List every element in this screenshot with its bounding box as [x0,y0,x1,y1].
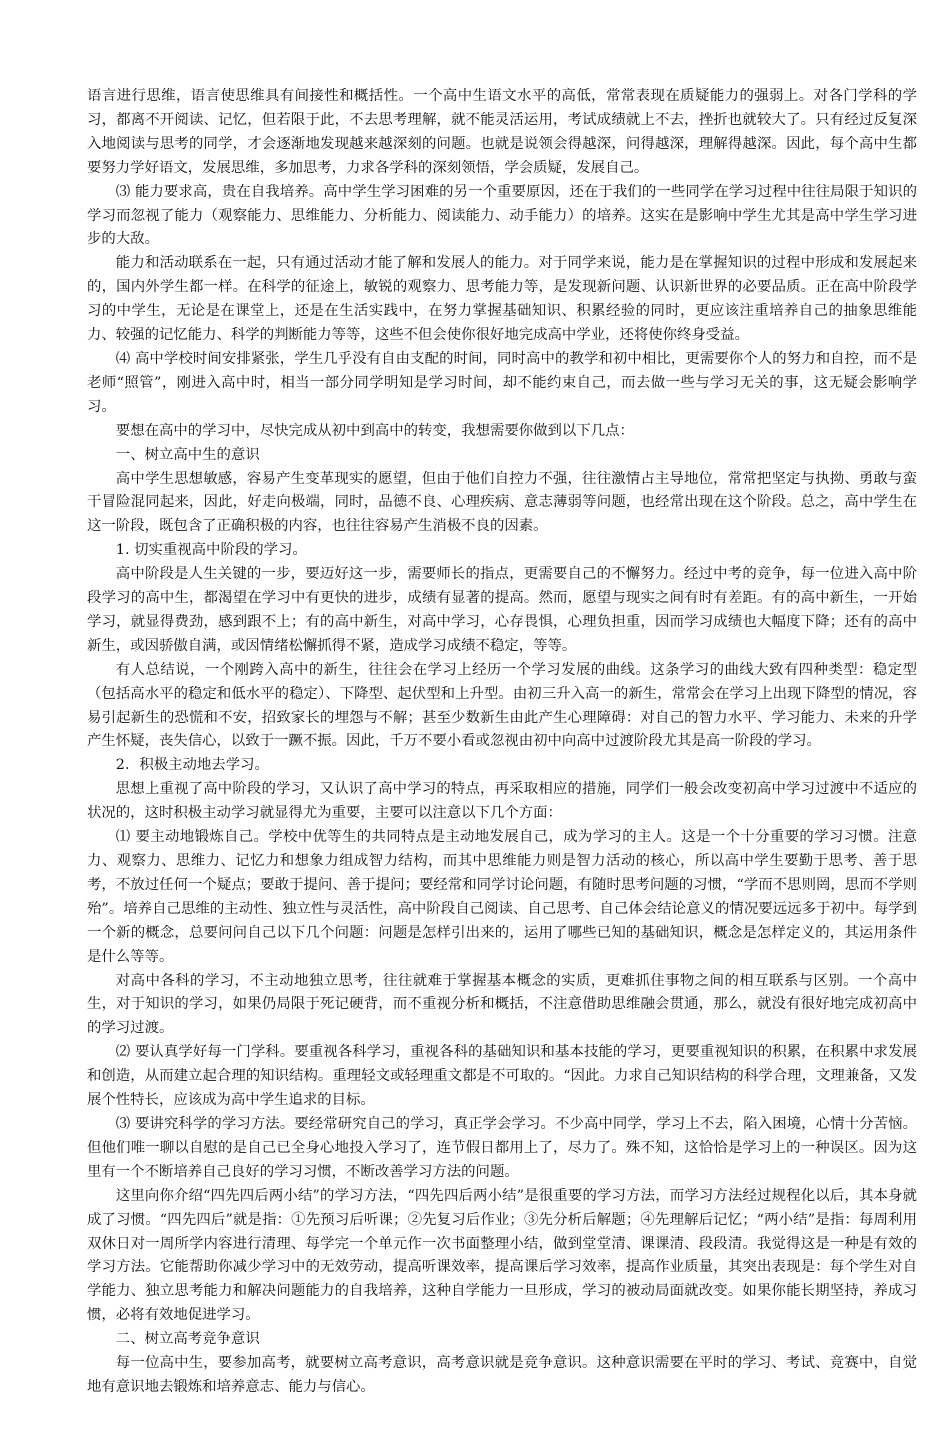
paragraph: 有人总结说，一个刚跨入高中的新生，往往会在学习上经历一个学习发展的曲线。这条学习的曲线大致有四种类型：稳定型（包括高水平的稳定和低水平的稳定）、下降型、起伏型和上升型。由初三升入高一的新生，常常会在学习上出现下降型的情况，容易引起新生的恐慌和不安，招致家长的埋怨与不解；甚至少数新生由此产生心理障碍：对自己的智力水平、学习能力、未来的升学产生怀疑，丧失信心，以致于一蹶不振。因此，千万不要小看或忽视由初中向高中过渡阶段尤其是高一阶段的学习。 [87,661,917,750]
paragraph: ⑶ 能力要求高，贵在自我培养。高中学生学习困难的另一个重要原因，还在于我们的一些同学在学习过程中往往局限于知识的学习而忽视了能力（观察能力、思维能力、分析能力、阅读能力、动手能力）的培养。这实在是影响中学生尤其是高中学生学习进步的大敌。 [87,183,917,248]
paragraph: 思想上重视了高中阶段的学习，又认识了高中学习的特点，再采取相应的措施，同学们一般会改变初高中学习过渡中不适应的状况的，这时积极主动学习就显得尤为重要，主要可以注意以下几个方面： [87,781,917,822]
paragraph: 语言进行思维，语言使思维具有间接性和概括性。一个高中生语文水平的高低，常常表现在质疑能力的强弱上。对各门学科的学习，都离不开阅读、记忆，但若限于此，不去思考理解，就不能灵活运用，考试成绩就上不去，挫折也就较大了。只有经过反复深入地阅读与思考的同学，才会逐渐地发现越来越深刻的问题。也就是说领会得越深，问得越深，理解得越深。因此，每个高中生都要努力学好语文，发展思维，多加思考，力求各学科的深刻领悟，学会质疑，发展自己。 [87,88,917,176]
paragraph: ⑴ 要主动地锻炼自己。学校中优等生的共同特点是主动地发展自己，成为学习的主人。这是一个十分重要的学习习惯。注意力、观察力、思维力、记忆力和想象力组成智力结构，而其中思维能力则是智力活动的核心，所以高中学生要勤于思考、善于思考，不放过任何一个疑点；要敢于提问、善于提问；要经常和同学讨论问题，有随时思考问题的习惯，“学而不思则罔，思而不学则殆”。培养自己思维的主动性、独立性与灵活性，高中阶段自己阅读、自己思考、自己体会结论意义的情况要远远多于初中。每学到一个新的概念，总要问问自己以下几个问题：问题是怎样引出来的，运用了哪些已知的基础知识，概念是怎样定义的，其运用条件是什么等等。 [87,829,917,965]
paragraph: 要想在高中的学习中，尽快完成从初中到高中的转变，我想需要你做到以下几点： [115,422,634,439]
paragraph: ⑵ 要认真学好每一门学科。要重视各科学习，重视各科的基础知识和基本技能的学习，更要重视知识的积累，在积累中求发展和创造，从而建立起合理的知识结构。重理轻文或轻理重文都是不可取的。“因此。力求自己知识结构的科学合理，文理兼备，又发展个性特长，应该成为高中学生追求的目标。 [87,1044,917,1109]
paragraph: 这里向你介绍“四先四后两小结”的学习方法，“四先四后两小结”是很重要的学习方法，而学习方法经过规程化以后，其本身就成了习惯。“四先四后”就是指：①先预习后听课；②先复习后作业；③先分析后解题；④先理解后记忆；“两小结”是指：每周利用双休日对一周所学内容进行清理、每学完一个单元作一次书面整理小结，做到堂堂清、课课清、段段清。我觉得这是一种是有效的学习方法。它能帮助你减少学习中的无效劳动，提高听课效率，提高课后学习效率，提高作业质量，其突出表现是：每个学生对自学能力、独立思考能力和解决问题能力的自我培养，这种自学能力一旦形成，学习的被动局面就改变。如果你能长期坚持，养成习惯，必将有效地促进学习。 [87,1187,917,1324]
paragraph: ⑶ 要讲究科学的学习方法。要经常研究自己的学习，真正学会学习。不少高中同学，学习上不去，陷入困境，心情十分苦恼。但他们唯一聊以自慰的是自己已全身心地投入学习了，连节假日都用上了，尽力了。殊不知，这恰恰是学习上的一种误区。因为这里有一个不断培养自己良好的学习习惯，不断改善学习方法的问题。 [87,1115,917,1180]
subsection-heading: 2．积极主动地去学习。 [115,757,269,774]
paragraph: 高中阶段是人生关键的一步，要迈好这一步，需要师长的指点，更需要自己的不懈努力。经过中考的竞争，每一位进入高中阶段学习的高中生，都渴望在学习中有更快的进步，成绩有显著的提高。然而，愿望与现实之间有时有差距。有的高中新生，一开始学习，就显得费劲，感到跟不上；有的高中新生，对高中学习，心存畏惧，心理负担重，因而学习成绩也大幅度下降；还有的高中新生，或因骄傲自满，或因情绪松懈抓得不紧，造成学习成绩不稳定，等等。 [87,566,917,654]
paragraph: 能力和活动联系在一起，只有通过活动才能了解和发展人的能力。对于同学来说，能力是在掌握知识的过程中形成和发展起来的，国内外学生都一样。在科学的征途上，敏锐的观察力、思考能力等，是发现新问题、认识新世界的必要品质。正在高中阶段学习的中学生，无论是在课堂上，还是在生活实践中，在努力掌握基础知识、积累经验的同时，更应该注重培养自己的抽象思维能力、较强的记忆能力、科学的判断能力等等，这些不但会使你很好地完成高中学业，还将使你终身受益。 [87,255,917,344]
paragraph: 对高中各科的学习，不主动地独立思考，往往就难于掌握基本概念的实质，更难抓住事物之间的相互联系与区别。一个高中生，对于知识的学习，如果仍局限于死记硬背，而不重视分析和概括，不注意借助思维融会贯通，那么，就没有很好地完成初高中的学习过渡。 [87,972,917,1037]
section-heading: 一、树立高中生的意识 [115,446,260,463]
subsection-heading: 1. 切实重视高中阶段的学习。 [115,542,307,559]
document-body [87,85,917,1400]
paragraph: 高中学生思想敏感，容易产生变革现实的愿望，但由于他们自控力不强，往往激情占主导地位，常常把坚定与执拗、勇敢与蛮干冒险混同起来，因此，好走向极端，同时，品德不良、心理疾病、意志薄弱等问题，也经常出现在这个阶段。总之，高中学生在这一阶段，既包含了正确积极的内容，也往往容易产生消极不良的因素。 [87,470,917,535]
paragraph: ⑷ 高中学校时间安排紧张，学生几乎没有自由支配的时间，同时高中的教学和初中相比，更需要你个人的努力和自控，而不是老师“照管”，刚进入高中时，相当一部分同学明知是学习时间，却不能约束自己，而去做一些与学习无关的事，这无疑会影响学习。 [87,350,917,415]
section-heading: 二、树立高考竞争意识 [115,1331,260,1348]
paragraph: 每一位高中生，要参加高考，就要树立高考意识，高考意识就是竞争意识。这种意识需要在平时的学习、考试、竞赛中，自觉地有意识地去锻炼和培养意志、能力与信心。 [87,1355,917,1395]
